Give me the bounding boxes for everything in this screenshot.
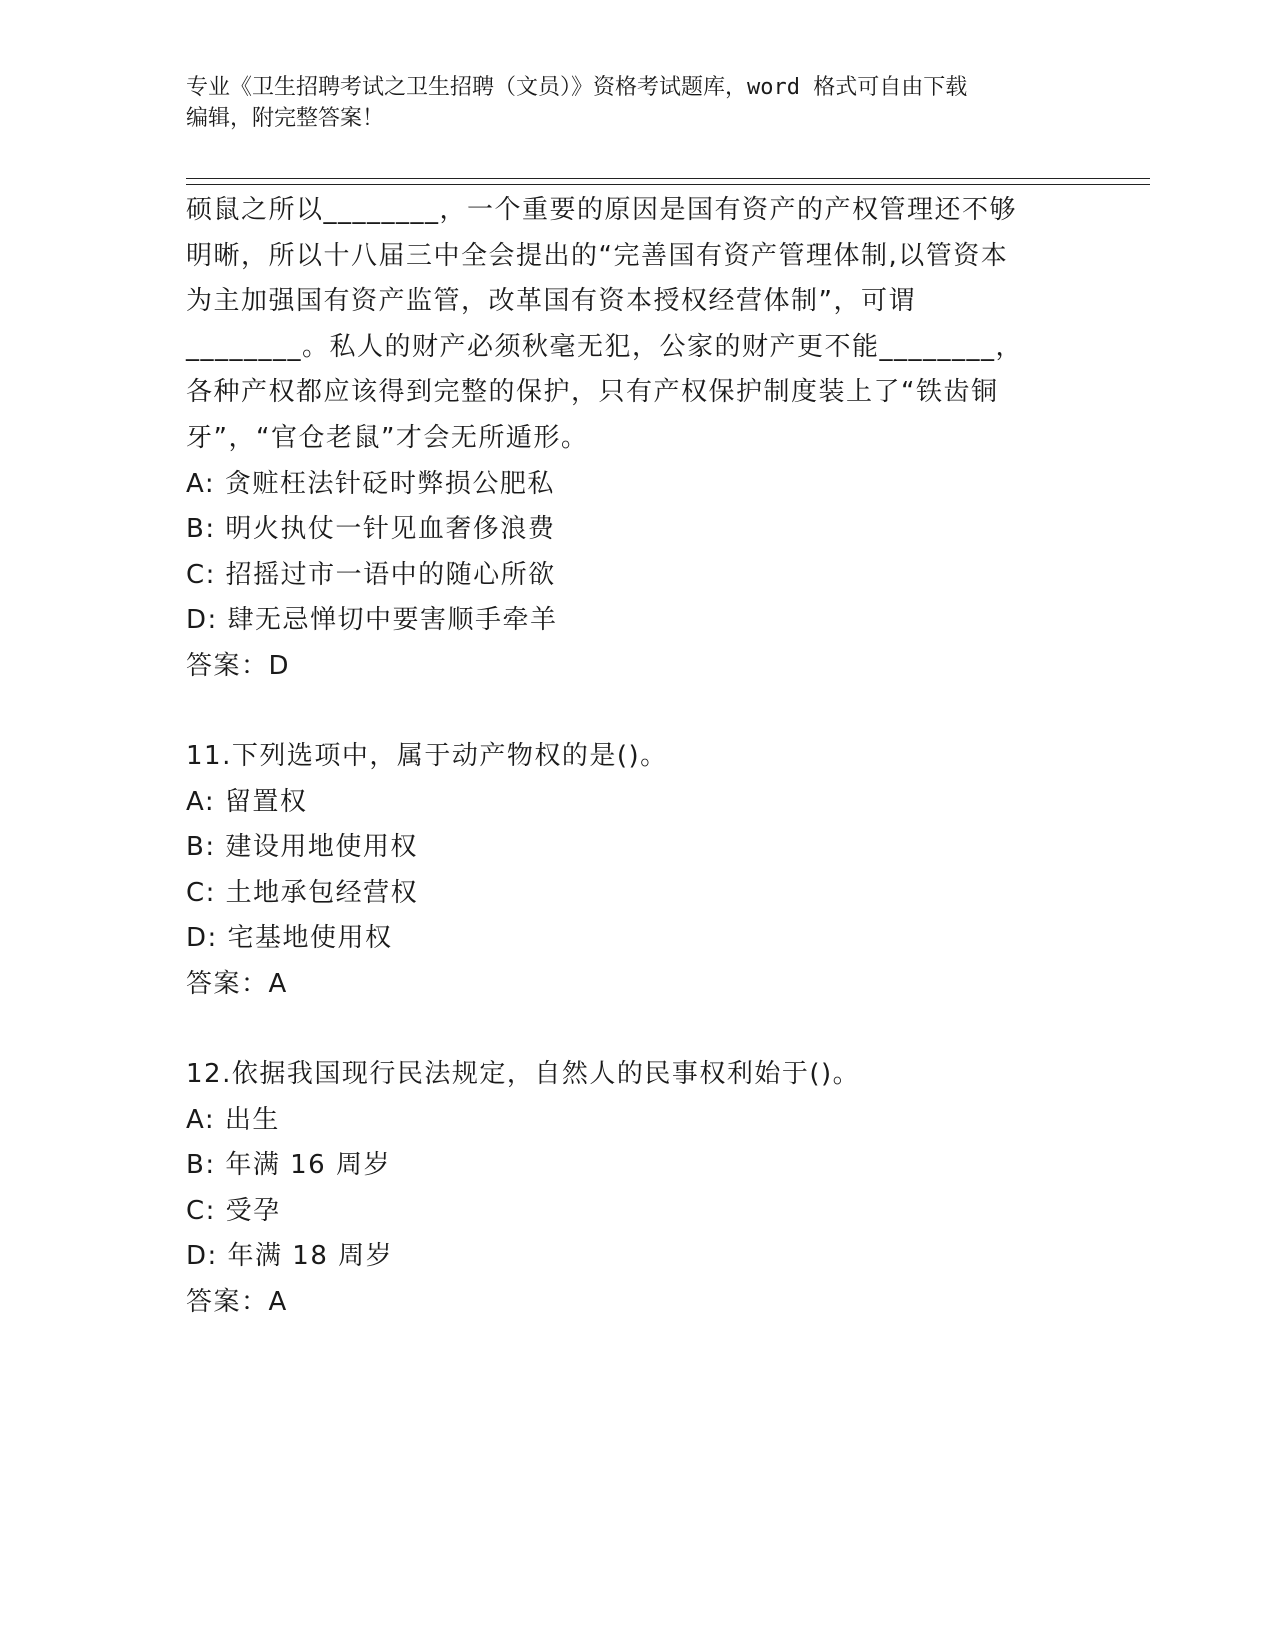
option-d: D: 肆无忌惮切中要害顺手牵羊 (186, 605, 558, 636)
option-a: A: 留置权 (186, 786, 308, 817)
option-c: C: 招摇过市一语中的随心所欲 (186, 559, 556, 590)
answer: 答案：D (186, 650, 291, 681)
question-stem-line: ________。私人的财产必须秋毫无犯，公家的财产更不能________， (186, 331, 1024, 362)
option-d: D: 宅基地使用权 (186, 923, 393, 954)
option-b: B: 明火执仗一针见血奢侈浪费 (186, 514, 556, 545)
answer: 答案：A (186, 968, 288, 999)
question-12 (186, 1052, 1106, 1326)
question-stem-line: 各种产权都应该得到完整的保护，只有产权保护制度装上了“铁齿铜 (186, 377, 999, 408)
option-a: A: 贪赃枉法针砭时弊损公肥私 (186, 468, 555, 499)
option-c: C: 土地承包经营权 (186, 877, 419, 908)
option-c: C: 受孕 (186, 1195, 281, 1226)
question-stem: 12.依据我国现行民法规定，自然人的民事权利始于()。 (186, 1059, 861, 1089)
question-10 (186, 188, 1106, 690)
option-b: B: 年满 16 周岁 (186, 1150, 391, 1181)
question-stem-line: 牙”，“官仓老鼠”才会无所遁形。 (186, 422, 589, 453)
option-a: A: 出生 (186, 1104, 280, 1135)
question-stem-line: 硕鼠之所以________，一个重要的原因是国有资产的产权管理还不够 (186, 195, 1018, 225)
option-b: B: 建设用地使用权 (186, 832, 418, 863)
question-stem: 11.下列选项中，属于动产物权的是()。 (186, 741, 668, 771)
header-divider-bottom (186, 184, 1150, 185)
header-line-1: 专业《卫生招聘考试之卫生招聘（文员）》资格考试题库，word 格式可自由下载 (186, 75, 968, 100)
header-line-2: 编辑，附完整答案！ (186, 106, 385, 131)
option-d: D: 年满 18 周岁 (186, 1241, 394, 1272)
answer: 答案：A (186, 1286, 288, 1317)
question-11 (186, 734, 1106, 1008)
document-header (186, 72, 1086, 134)
header-divider-top (186, 178, 1150, 179)
question-stem-line: 明晰，所以十八届三中全会提出的“完善国有资产管理体制,以管资本 (186, 240, 1009, 271)
question-stem-line: 为主加强国有资产监管，改革国有资本授权经营体制”，可谓 (186, 286, 916, 317)
